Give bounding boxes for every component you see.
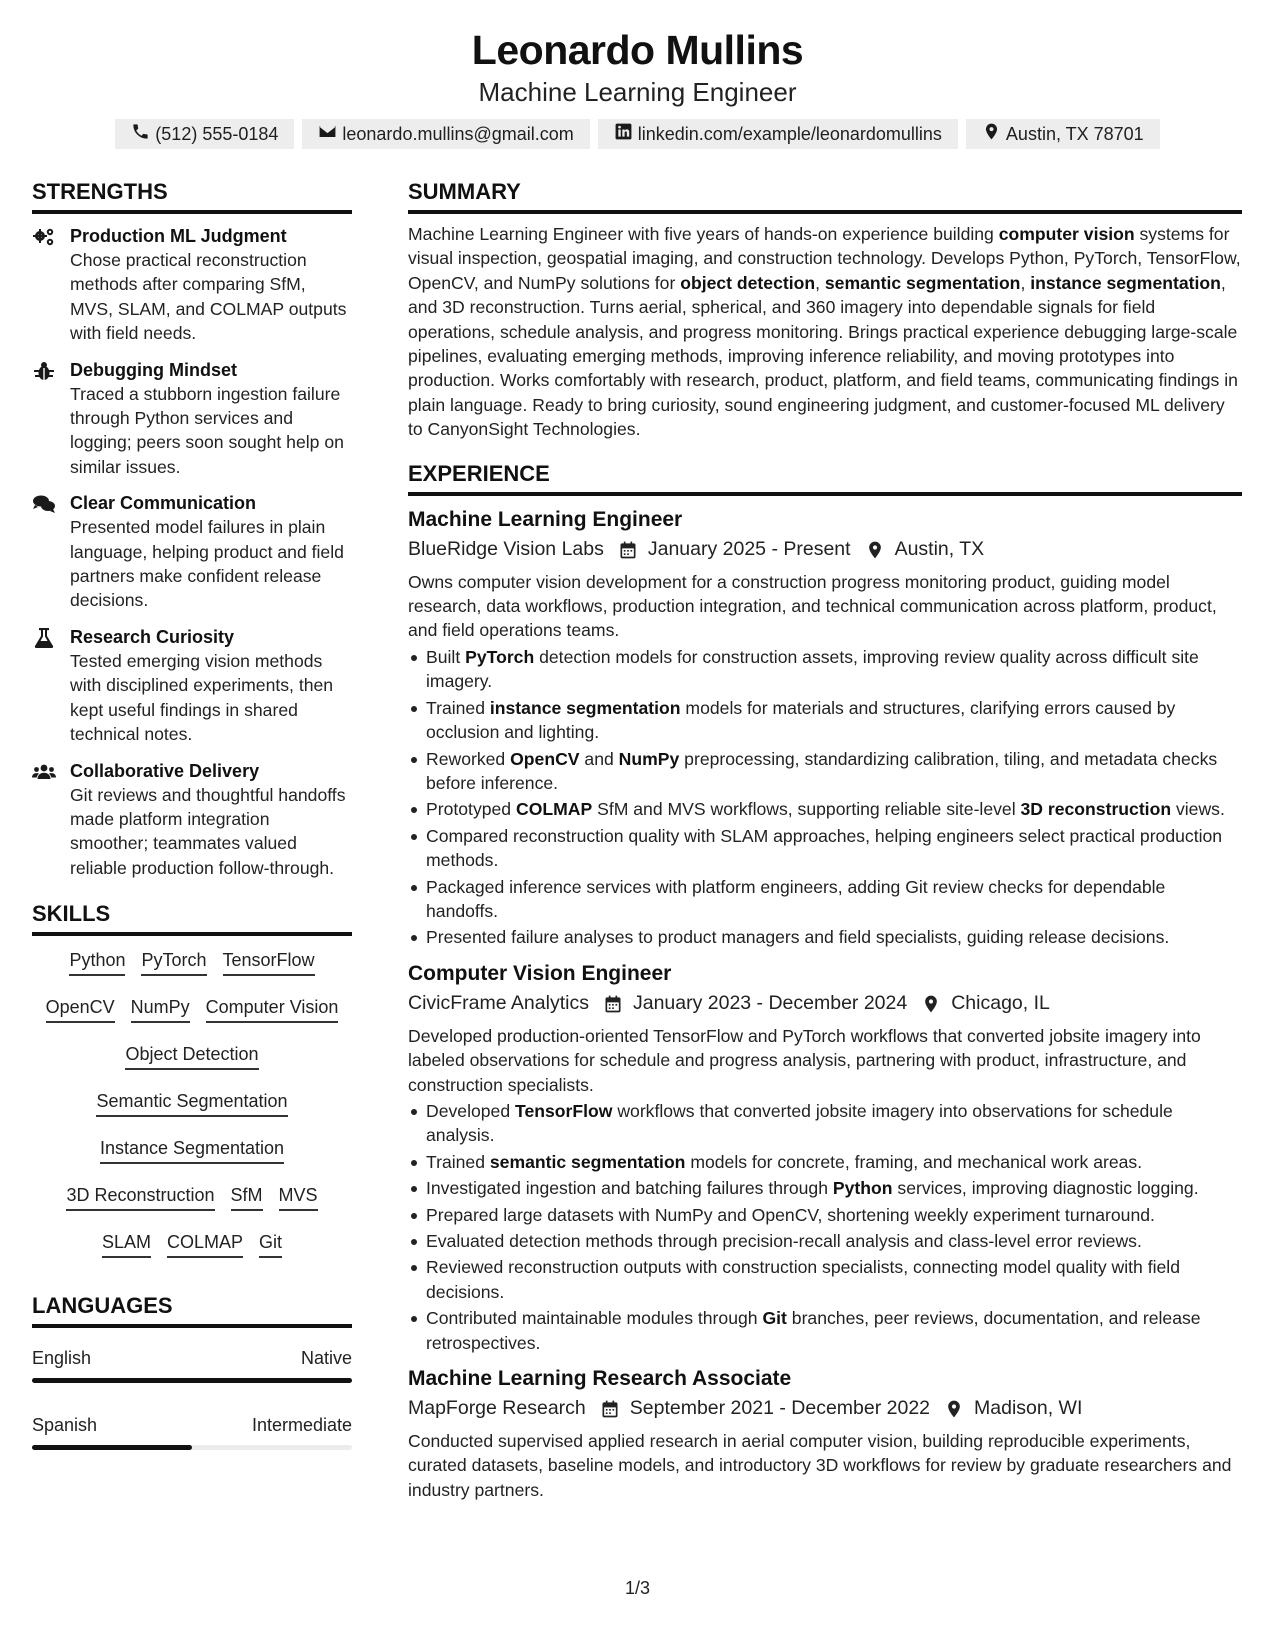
resume-header <box>0 24 1275 149</box>
contact-phone[interactable] <box>115 119 294 149</box>
strength-title: Debugging Mindset <box>70 359 237 380</box>
comments-icon <box>32 494 58 514</box>
skill-tag: Object Detection <box>125 1042 258 1070</box>
map-pin-icon <box>982 122 1001 146</box>
job-meta <box>408 1393 1242 1423</box>
job-bullet: Built PyTorch detection models for construction assets, improving review quality across difficult site imagery. <box>408 645 1242 694</box>
map-pin-icon <box>921 993 941 1013</box>
job-bullet: Compared reconstruction quality with SLAM approaches, helping engineers select practical production methods. <box>408 824 1242 873</box>
job-meta <box>408 534 1242 564</box>
job-title: Computer Vision Engineer <box>408 961 672 985</box>
strength-title: Clear Communication <box>70 493 257 514</box>
job-bullet: Prepared large datasets with NumPy and OpenCV, shortening weekly experiment turnaround. <box>408 1203 1242 1227</box>
job-bullets <box>408 645 1242 950</box>
job-description: Conducted supervised applied research in aerial computer vision, building reproducible experiments, curated datasets, baseline models, and introductory 3D workflows for review by graduate researchers and industry partners. <box>408 1431 1232 1500</box>
language-name: English <box>32 1348 92 1369</box>
skill-tag: 3D Reconstruction <box>66 1183 214 1211</box>
skill-row <box>32 948 352 976</box>
contact-email[interactable] <box>302 119 589 149</box>
skill-row <box>32 1089 352 1117</box>
calendar-icon <box>603 993 623 1013</box>
page-number: 1/3 <box>624 1578 651 1598</box>
skill-tag: Instance Segmentation <box>100 1136 284 1164</box>
job-bullet: Evaluated detection methods through precision-recall analysis and class-level error reviews. <box>408 1229 1242 1253</box>
job-bullet: Contributed maintainable modules through Git branches, peer reviews, documentation, and release retrospectives. <box>408 1306 1242 1355</box>
strength-desc: Tested emerging vision methods with disciplined experiments, then kept useful findings in shared technical notes. <box>70 650 334 745</box>
summary-heading: SUMMARY <box>408 178 1242 214</box>
job-bullet: Investigated ingestion and batching failures through Python services, improving diagnostic logging. <box>408 1176 1242 1200</box>
right-column <box>408 178 1242 1502</box>
language-level: Intermediate <box>251 1415 352 1436</box>
skill-row <box>32 1183 352 1211</box>
strength-item <box>32 491 352 613</box>
job-entry <box>408 1365 1242 1502</box>
job-company: BlueRidge Vision Labs <box>408 537 604 560</box>
proficiency-fill <box>32 1378 352 1383</box>
map-pin-icon <box>944 1398 964 1418</box>
skill-tag: Python <box>69 948 125 976</box>
strength-item <box>32 358 352 480</box>
linkedin-text: linkedin.com/example/leonardomullins <box>637 123 942 144</box>
strength-desc: Chose practical reconstruction methods after comparing SfM, MVS, SLAM, and COLMAP outputs with field needs. <box>70 250 347 344</box>
skill-tag: SfM <box>231 1183 263 1211</box>
skill-tag: Computer Vision <box>206 995 339 1023</box>
job-bullet: Trained instance segmentation models for materials and structures, clarifying errors caused by occlusion and lighting. <box>408 696 1242 745</box>
strength-item <box>32 625 352 747</box>
job-bullets <box>408 1099 1242 1355</box>
job-company: MapForge Research <box>408 1397 586 1420</box>
envelope-icon <box>318 122 337 146</box>
strength-title: Research Curiosity <box>70 626 235 647</box>
strength-desc: Presented model failures in plain language, helping product and field partners make confident release decisions. <box>70 517 344 611</box>
skill-row <box>32 1042 352 1070</box>
candidate-title: Machine Learning Engineer <box>478 77 797 107</box>
languages-heading: LANGUAGES <box>32 1292 352 1328</box>
skill-tag: SLAM <box>102 1230 151 1258</box>
users-icon <box>32 762 58 782</box>
job-bullet: Reviewed reconstruction outputs with construction specialists, connecting model quality with field decisions. <box>408 1255 1242 1304</box>
bug-icon <box>32 361 58 381</box>
job-title: Machine Learning Engineer <box>408 507 683 531</box>
job-location: Austin, TX <box>894 537 985 560</box>
contact-linkedin[interactable] <box>598 119 958 149</box>
experience-heading: EXPERIENCE <box>408 460 1242 496</box>
job-bullet: Presented failure analyses to product managers and field specialists, guiding release decisions. <box>408 925 1242 949</box>
email-text: leonardo.mullins@gmail.com <box>342 123 574 144</box>
phone-icon <box>131 122 150 146</box>
job-location: Chicago, IL <box>951 991 1050 1014</box>
skill-row <box>32 1136 352 1164</box>
calendar-icon <box>600 1398 620 1418</box>
strength-desc: Git reviews and thoughtful handoffs made platform integration smoother; teammates valued reliable production follow-through. <box>70 784 346 878</box>
job-entry <box>408 960 1242 1355</box>
language-level: Native <box>300 1348 352 1369</box>
skill-row <box>32 995 352 1023</box>
skill-tag: COLMAP <box>167 1230 243 1258</box>
skill-row <box>32 1230 352 1258</box>
skills-list <box>32 948 352 1258</box>
flask-icon <box>32 628 58 648</box>
skill-tag: TensorFlow <box>223 948 315 976</box>
strength-desc: Traced a stubborn ingestion failure through Python services and logging; peers soon sought help on similar issues. <box>70 383 344 477</box>
strength-item <box>32 759 352 881</box>
map-pin-icon <box>865 539 885 559</box>
job-dates: September 2021 - December 2022 <box>629 1397 931 1420</box>
job-bullet: Prototyped COLMAP SfM and MVS workflows, supporting reliable site-level 3D reconstruction views. <box>408 797 1242 821</box>
job-description: Owns computer vision development for a construction progress monitoring product, guiding model research, data workflows, production integration, and technical communication across platform, product, and field operations teams. <box>408 571 1217 641</box>
strengths-heading: STRENGTHS <box>32 178 352 214</box>
job-bullet: Reworked OpenCV and NumPy preprocessing, standardizing calibration, tiling, and metadata checks before inference. <box>408 747 1242 796</box>
left-column <box>32 178 352 1450</box>
job-company: CivicFrame Analytics <box>408 991 589 1014</box>
summary-text: Machine Learning Engineer with five years of hands-on experience building computer vision systems for visual inspection, geospatial imaging, and construction technology. Develops Python, PyTorch, TensorFlow, OpenCV, and NumPy solutions for object detection, semantic segmentation, instance segmentation, and 3D reconstruction. Turns aerial, spherical, and 360 imagery into dependable signals for field operations, schedule analysis, and progress monitoring. Brings practical experience debugging large-scale pipelines, evaluating emerging methods, improving inference reliability, and moving prototypes into production. Works comfortably with research, product, platform, and field teams, communicating findings in plain language. Ready to bring curiosity, sound engineering judgment, and customer-focused ML delivery to CanyonSight Technologies. <box>408 224 1241 440</box>
proficiency-bar <box>32 1378 352 1383</box>
linkedin-icon <box>614 122 633 146</box>
job-title: Machine Learning Research Associate <box>408 1367 792 1391</box>
strength-title: Production ML Judgment <box>70 226 287 246</box>
skill-tag: Semantic Segmentation <box>96 1089 287 1117</box>
strength-title: Collaborative Delivery <box>70 760 260 781</box>
job-bullet: Developed TensorFlow workflows that converted jobsite imagery into observations for schedule analysis. <box>408 1099 1242 1148</box>
job-meta <box>408 988 1242 1018</box>
contact-location[interactable] <box>966 119 1160 149</box>
language-name: Spanish <box>32 1415 98 1436</box>
skill-tag: NumPy <box>131 995 190 1023</box>
location-text: Austin, TX 78701 <box>1005 123 1144 144</box>
language-item <box>32 1413 352 1450</box>
proficiency-fill <box>32 1445 192 1450</box>
job-dates: January 2023 - December 2024 <box>632 991 908 1014</box>
contact-bar <box>0 119 1275 149</box>
job-bullet: Packaged inference services with platform engineers, adding Git review checks for dependable handoffs. <box>408 875 1242 924</box>
strength-item <box>32 224 352 346</box>
job-entry <box>408 506 1242 950</box>
skill-tag: PyTorch <box>141 948 206 976</box>
language-item <box>32 1346 352 1383</box>
candidate-name: Leonardo Mullins <box>471 27 804 73</box>
calendar-icon <box>618 539 638 559</box>
job-list <box>408 506 1242 1503</box>
job-bullet: Trained semantic segmentation models for concrete, framing, and mechanical work areas. <box>408 1150 1242 1174</box>
proficiency-bar <box>32 1445 352 1450</box>
skill-tag: MVS <box>279 1183 318 1211</box>
skills-heading: SKILLS <box>32 900 352 936</box>
skill-tag: OpenCV <box>46 995 115 1023</box>
job-description: Developed production-oriented TensorFlow and PyTorch workflows that converted jobsite imagery into labeled observations for schedule and progress analysis, partnering with product, infrastructure, and construction specialists. <box>408 1025 1201 1095</box>
gears-icon <box>32 227 58 247</box>
phone-text: (512) 555-0184 <box>155 123 279 144</box>
job-location: Madison, WI <box>974 1397 1083 1420</box>
job-dates: January 2025 - Present <box>647 537 851 560</box>
skill-tag: Git <box>259 1230 282 1258</box>
